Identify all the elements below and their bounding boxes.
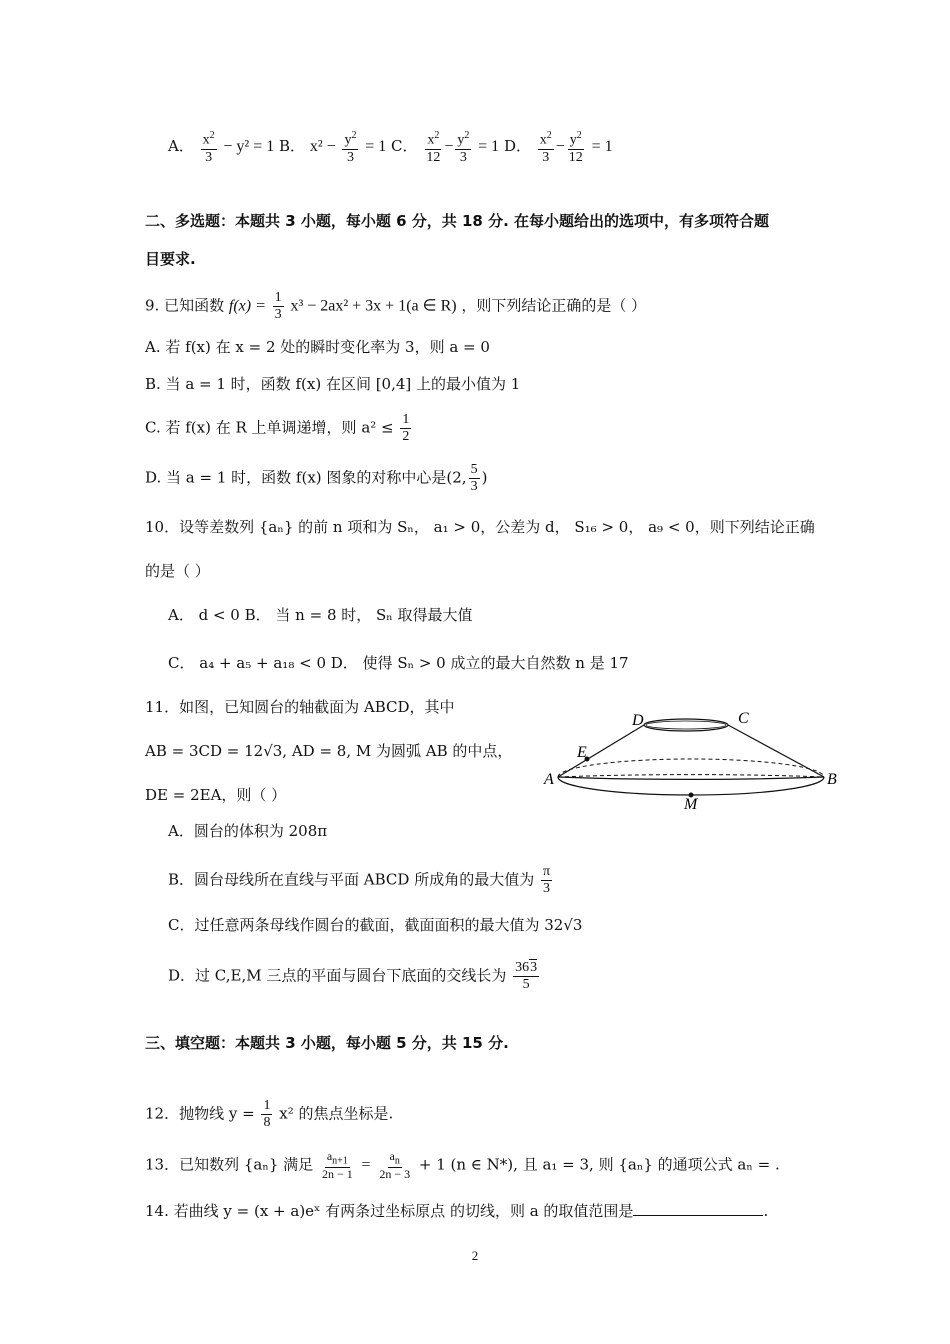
q8-c-tail: = 1 — [478, 137, 500, 155]
page-number: 2 — [471, 1248, 479, 1263]
label-d: D — [632, 712, 644, 729]
q14 — [145, 1200, 768, 1222]
q11-option-b — [168, 864, 554, 897]
q8-a-frac: $\frac{x^2}{3}$ — [202, 130, 215, 165]
section2-heading-line2: 目要求. — [145, 250, 196, 268]
section2-heading-line1: 二、多选题：本题共 3 小题，每小题 6 分，共 18 分. 在每小题给出的选项中，有多项符合题 — [145, 212, 770, 230]
q12-suffix: x² 的焦点坐标是. — [279, 1104, 394, 1123]
q11-d-prefix: D．过 C,E,M 三点的平面与圆台下底面的交线长为 — [168, 966, 507, 985]
q13-prefix: 13．已知数列 {aₙ} 满足 — [145, 1155, 314, 1174]
q11-b-frac: $\frac{\pi}{3}$ — [542, 864, 551, 896]
q9-c-prefix: C. 若 f(x) 在 R 上单调递增，则 a² ≤ — [145, 418, 394, 437]
q8-a-tail: − y² = 1 — [223, 137, 275, 155]
q8-b-frac: $\frac{y^2}{3}$ — [344, 130, 357, 165]
q9-option-b: B. 当 a = 1 时，函数 f(x) 在区间 [0,4] 上的最小值为 1 — [145, 375, 521, 393]
q8-b-label: B． — [279, 136, 306, 155]
bottom-ellipse-back — [558, 775, 824, 777]
q14-answer-blank[interactable] — [633, 1201, 763, 1216]
q12-frac: $\frac{1}{8}$ — [263, 1098, 271, 1130]
q8-d-frac2: $\frac{y^2}{12}$ — [568, 130, 583, 165]
generatrix-ad — [558, 725, 644, 777]
label-m: M — [684, 796, 698, 813]
bottom-ellipse-front — [558, 777, 824, 779]
q8-d-label: D． — [503, 136, 531, 155]
q8-b-tail: = 1 — [365, 137, 387, 155]
section3-heading: 三、填空题：本题共 3 小题，每小题 5 分，共 15 分. — [145, 1034, 509, 1052]
q14-text: 14. 若曲线 y = (x + a)eˣ 有两条过坐标原点 的切线，则 a 的取值范围是 — [145, 1202, 634, 1220]
q14-end: . — [763, 1202, 769, 1220]
q13-mid: = — [361, 1156, 371, 1174]
q13 — [145, 1150, 780, 1181]
q10-options-cd: C． a₄ + a₅ + a₁₈ < 0 D． 使得 Sₙ > 0 成立的最大自然数 n 是 17 — [168, 654, 629, 672]
q9-func: f(x) = — [228, 297, 266, 315]
q8-a-label: A． — [168, 136, 194, 155]
q9-d-suffix: ) — [481, 468, 488, 487]
q11-option-a: A．圆台的体积为 208π — [168, 822, 328, 840]
label-a: A — [544, 771, 554, 788]
q9-d-frac: $\frac{5}{3}$ — [470, 462, 478, 494]
q8-c-frac2: $\frac{y^2}{3}$ — [457, 130, 470, 165]
label-e: E — [577, 744, 587, 761]
q8-c-label: C． — [391, 136, 418, 155]
q9-c-frac: $\frac{1}{2}$ — [402, 412, 410, 444]
q11-b-prefix: B．圆台母线所在直线与平面 ABCD 所成角的最大值为 — [168, 870, 535, 889]
q9-option-d — [145, 462, 487, 495]
q11-stem-line1: 11．如图，已知圆台的轴截面为 ABCD，其中 — [145, 698, 455, 716]
q12-prefix: 12．抛物线 y = — [145, 1104, 255, 1123]
q11-stem-line3: DE = 2EA，则（ ） — [145, 786, 287, 804]
label-c: C — [738, 710, 749, 727]
q10-stem-line2: 的是（ ） — [145, 562, 210, 580]
q13-frac1: $\frac{a_{n+1}}{2n - 1}$ — [321, 1149, 353, 1182]
q10-stem-line1: 10．设等差数列 {aₙ} 的前 n 项和为 Sₙ， a₁ > 0，公差为 d， S₁₆ > 0， a₉ < 0，则下列结论正确 — [145, 518, 815, 536]
q10-options-ab: A． d < 0 B． 当 n = 8 时， Sₙ 取得最大值 — [168, 606, 473, 624]
q9-stem-suffix: ，则下列结论正确的是（ ） — [461, 296, 647, 315]
generatrix-bc — [728, 725, 824, 777]
q9-func-tail: x³ − 2ax² + 3x + 1(a ∈ R) — [290, 297, 457, 315]
q13-frac2: $\frac{a_n}{2n - 3}$ — [379, 1149, 411, 1182]
q8-d-tail: = 1 — [591, 137, 613, 155]
q11-option-d — [168, 960, 541, 993]
q11-option-c: C．过任意两条母线作圆台的截面，截面面积的最大值为 32√3 — [168, 916, 583, 934]
q9-option-a: A. 若 f(x) 在 x = 2 处的瞬时变化率为 3，则 a = 0 — [145, 338, 490, 356]
q12 — [145, 1098, 393, 1131]
q8-c-frac1: $\frac{x^2}{12}$ — [426, 130, 441, 165]
q11-stem-line2: AB = 3CD = 12√3, AD = 8, M 为圆弧 AB 的中点， — [145, 742, 513, 760]
q11-d-frac: $\frac{363}{5}$ — [515, 960, 538, 992]
q8-d-frac1: $\frac{x^2}{3}$ — [539, 130, 552, 165]
q13-suffix: + 1 (n ∈ N*), 且 a₁ = 3, 则 {aₙ} 的通项公式 aₙ = . — [418, 1155, 780, 1174]
q8-b-head: x² − — [309, 137, 336, 155]
top-ellipse-inner — [646, 721, 726, 729]
q9-option-c — [145, 412, 413, 445]
frustum-figure — [538, 705, 843, 815]
q9-d-prefix: D. 当 a = 1 时，函数 f(x) 图象的对称中心是(2, — [145, 468, 467, 487]
q9-stem — [145, 290, 646, 323]
label-b: B — [827, 771, 837, 788]
q9-frac: $\frac{1}{3}$ — [274, 290, 282, 322]
q9-stem-prefix: 9. 已知函数 — [145, 296, 225, 315]
q8-options: A． $\frac{x^2}{3}$ − y² = 1 B． x² − $\frac{y^2}{3}$ = 1 C． $\frac{x^2}{12}$ − $\frac{y^2}{3}$ = 1 D． $\frac{x^2}{3}$ − $\frac{y^2}{12}$ = 1 — [168, 130, 613, 165]
